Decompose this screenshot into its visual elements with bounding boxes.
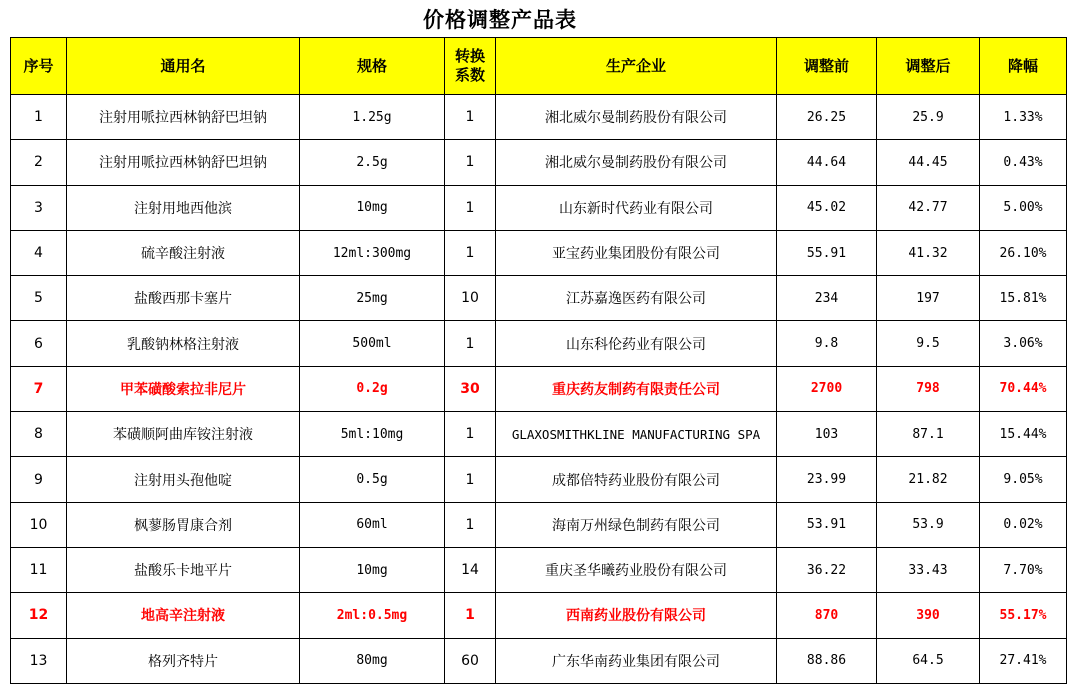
cell-no: 2	[11, 140, 67, 185]
cell-before: 36.22	[777, 547, 877, 592]
cell-factor: 1	[445, 593, 496, 638]
cell-spec: 10mg	[300, 185, 445, 230]
cell-after: 87.1	[877, 412, 980, 457]
cell-before: 45.02	[777, 185, 877, 230]
cell-factor: 1	[445, 412, 496, 457]
cell-no: 13	[11, 638, 67, 683]
cell-before: 44.64	[777, 140, 877, 185]
cell-drop: 5.00%	[980, 185, 1067, 230]
cell-name: 注射用哌拉西林钠舒巴坦钠	[67, 95, 300, 140]
cell-drop: 7.70%	[980, 547, 1067, 592]
table-row	[11, 593, 1067, 638]
cell-drop: 55.17%	[980, 593, 1067, 638]
column-header-after: 调整后	[877, 38, 980, 95]
cell-spec: 500ml	[300, 321, 445, 366]
cell-factor: 1	[445, 457, 496, 502]
cell-drop: 1.33%	[980, 95, 1067, 140]
cell-name: 格列齐特片	[67, 638, 300, 683]
cell-no: 8	[11, 412, 67, 457]
cell-after: 21.82	[877, 457, 980, 502]
cell-drop: 0.02%	[980, 502, 1067, 547]
table-body	[11, 95, 1067, 684]
cell-maker: GLAXOSMITHKLINE MANUFACTURING SPA	[496, 412, 777, 457]
cell-drop: 26.10%	[980, 230, 1067, 275]
cell-spec: 5ml:10mg	[300, 412, 445, 457]
column-header-no: 序号	[11, 38, 67, 95]
cell-before: 55.91	[777, 230, 877, 275]
cell-no: 12	[11, 593, 67, 638]
cell-maker: 西南药业股份有限公司	[496, 593, 777, 638]
cell-spec: 80mg	[300, 638, 445, 683]
cell-maker: 重庆药友制药有限责任公司	[496, 366, 777, 411]
cell-no: 10	[11, 502, 67, 547]
cell-factor: 10	[445, 276, 496, 321]
cell-after: 42.77	[877, 185, 980, 230]
cell-before: 53.91	[777, 502, 877, 547]
cell-after: 9.5	[877, 321, 980, 366]
table-row	[11, 502, 1067, 547]
cell-drop: 70.44%	[980, 366, 1067, 411]
cell-maker: 山东科伦药业有限公司	[496, 321, 777, 366]
cell-name: 苯磺顺阿曲库铵注射液	[67, 412, 300, 457]
cell-before: 870	[777, 593, 877, 638]
cell-maker: 湘北威尔曼制药股份有限公司	[496, 95, 777, 140]
cell-name: 盐酸乐卡地平片	[67, 547, 300, 592]
cell-name: 地高辛注射液	[67, 593, 300, 638]
cell-drop: 15.81%	[980, 276, 1067, 321]
column-header-factor	[445, 38, 496, 95]
cell-maker: 广东华南药业集团有限公司	[496, 638, 777, 683]
cell-before: 23.99	[777, 457, 877, 502]
column-header-before: 调整前	[777, 38, 877, 95]
table-row	[11, 276, 1067, 321]
cell-no: 6	[11, 321, 67, 366]
column-header-name: 通用名	[67, 38, 300, 95]
table-row	[11, 140, 1067, 185]
cell-name: 盐酸西那卡塞片	[67, 276, 300, 321]
cell-no: 9	[11, 457, 67, 502]
cell-spec: 2.5g	[300, 140, 445, 185]
cell-maker: 亚宝药业集团股份有限公司	[496, 230, 777, 275]
cell-after: 64.5	[877, 638, 980, 683]
cell-drop: 27.41%	[980, 638, 1067, 683]
cell-after: 33.43	[877, 547, 980, 592]
table-row	[11, 185, 1067, 230]
cell-factor: 14	[445, 547, 496, 592]
column-header-factor-label: 转换 系数	[454, 47, 485, 84]
cell-name: 枫蓼肠胃康合剂	[67, 502, 300, 547]
cell-maker: 山东新时代药业有限公司	[496, 185, 777, 230]
cell-before: 88.86	[777, 638, 877, 683]
cell-no: 1	[11, 95, 67, 140]
cell-after: 197	[877, 276, 980, 321]
cell-maker: 重庆圣华曦药业股份有限公司	[496, 547, 777, 592]
cell-spec: 60ml	[300, 502, 445, 547]
cell-name: 注射用哌拉西林钠舒巴坦钠	[67, 140, 300, 185]
cell-factor: 30	[445, 366, 496, 411]
cell-maker: 湘北威尔曼制药股份有限公司	[496, 140, 777, 185]
cell-spec: 25mg	[300, 276, 445, 321]
cell-factor: 1	[445, 185, 496, 230]
cell-name: 乳酸钠林格注射液	[67, 321, 300, 366]
cell-no: 11	[11, 547, 67, 592]
cell-maker: 成都倍特药业股份有限公司	[496, 457, 777, 502]
table-row	[11, 230, 1067, 275]
page-title: 价格调整产品表	[423, 8, 577, 32]
cell-before: 9.8	[777, 321, 877, 366]
column-header-drop: 降幅	[980, 38, 1067, 95]
cell-spec: 12ml:300mg	[300, 230, 445, 275]
cell-spec: 0.5g	[300, 457, 445, 502]
cell-no: 5	[11, 276, 67, 321]
cell-before: 26.25	[777, 95, 877, 140]
cell-name: 注射用地西他滨	[67, 185, 300, 230]
table-row	[11, 366, 1067, 411]
cell-no: 4	[11, 230, 67, 275]
table-row	[11, 321, 1067, 366]
table-header-row	[11, 38, 1067, 95]
cell-before: 103	[777, 412, 877, 457]
cell-maker: 海南万州绿色制药有限公司	[496, 502, 777, 547]
cell-factor: 1	[445, 140, 496, 185]
cell-drop: 15.44%	[980, 412, 1067, 457]
cell-spec: 1.25g	[300, 95, 445, 140]
cell-after: 798	[877, 366, 980, 411]
cell-no: 7	[11, 366, 67, 411]
cell-before: 234	[777, 276, 877, 321]
cell-spec: 2ml:0.5mg	[300, 593, 445, 638]
table-row	[11, 638, 1067, 683]
cell-spec: 10mg	[300, 547, 445, 592]
cell-after: 41.32	[877, 230, 980, 275]
table-row	[11, 457, 1067, 502]
table-row	[11, 95, 1067, 140]
cell-no: 3	[11, 185, 67, 230]
cell-factor: 1	[445, 321, 496, 366]
table-row	[11, 547, 1067, 592]
cell-factor: 60	[445, 638, 496, 683]
cell-after: 44.45	[877, 140, 980, 185]
cell-name: 注射用头孢他啶	[67, 457, 300, 502]
column-header-maker: 生产企业	[496, 38, 777, 95]
cell-name: 甲苯磺酸索拉非尼片	[67, 366, 300, 411]
cell-factor: 1	[445, 230, 496, 275]
cell-before: 2700	[777, 366, 877, 411]
cell-after: 390	[877, 593, 980, 638]
cell-maker: 江苏嘉逸医药有限公司	[496, 276, 777, 321]
column-header-spec: 规格	[300, 38, 445, 95]
cell-drop: 0.43%	[980, 140, 1067, 185]
cell-spec: 0.2g	[300, 366, 445, 411]
cell-after: 53.9	[877, 502, 980, 547]
cell-after: 25.9	[877, 95, 980, 140]
table-row	[11, 412, 1067, 457]
cell-drop: 9.05%	[980, 457, 1067, 502]
cell-name: 硫辛酸注射液	[67, 230, 300, 275]
cell-factor: 1	[445, 502, 496, 547]
cell-drop: 3.06%	[980, 321, 1067, 366]
price-adjustment-table	[10, 37, 1067, 684]
cell-factor: 1	[445, 95, 496, 140]
